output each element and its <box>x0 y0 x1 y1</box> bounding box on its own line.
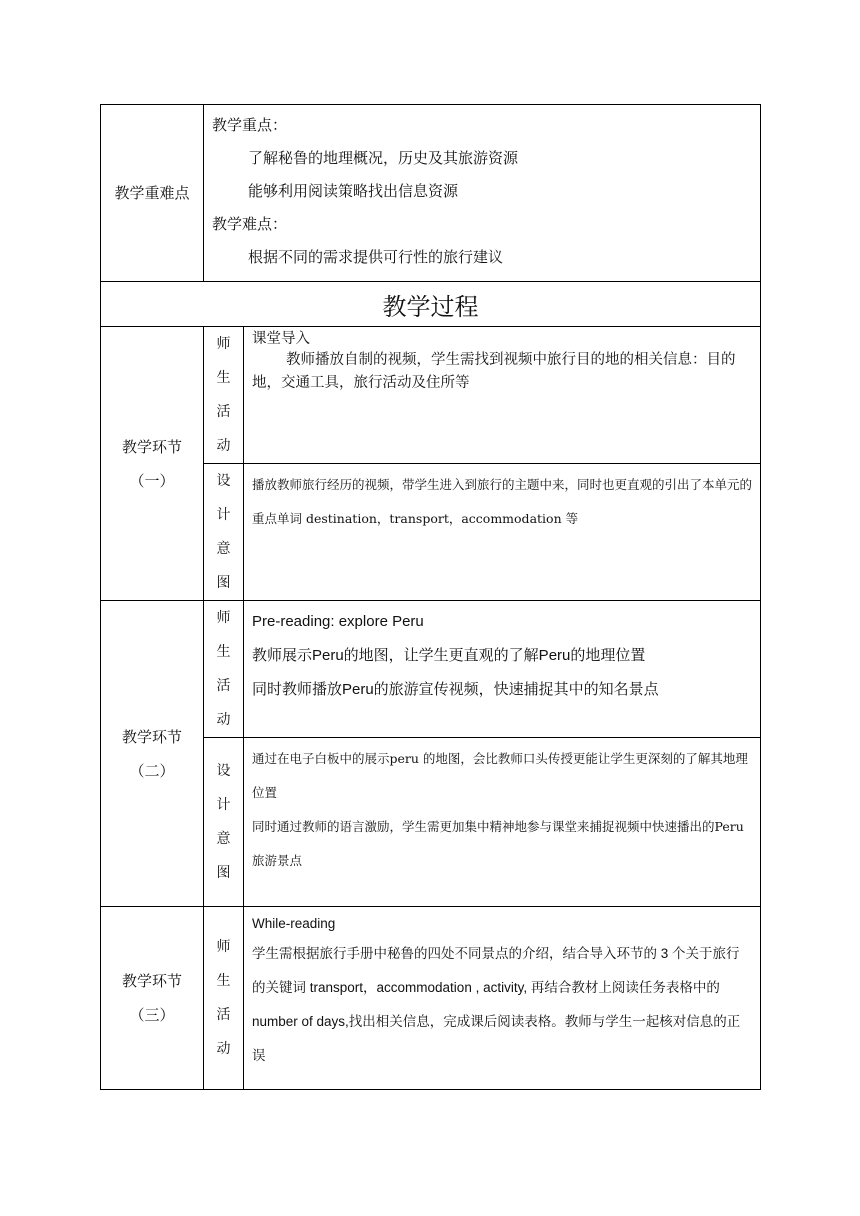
stage-2-design <box>244 738 761 907</box>
design-text: 播放教师旅行经历的视频，带学生进入到旅行的主题中来，同时也更直观的引出了本单元的重点单词 destination，transport，accommodation 等 <box>252 477 753 526</box>
design-text: 同时通过教师的语言激励，学生需更加集中精神地参与课堂来捕捉视频中快速播出的Peru 旅游景点 <box>252 819 744 868</box>
stage-2-activity <box>244 601 761 738</box>
stage-3-activity <box>244 907 761 1090</box>
difficult-points-heading: 教学难点： <box>212 215 288 233</box>
key-points-content <box>204 105 761 282</box>
stage-name: 教学环节 <box>121 437 182 456</box>
stage-2-activity-row <box>101 601 761 738</box>
activity-text: 教师播放自制的视频，学生需找到视频中旅行目的地的相关信息：目的地，交通工具，旅行活动及住所等 <box>252 352 736 391</box>
key-point-item: 了解秘鲁的地理概况，历史及其旅游资源 <box>248 149 519 167</box>
key-points-row <box>101 105 761 282</box>
activity-title: While-reading <box>252 916 336 931</box>
stage-number: （二） <box>129 761 175 780</box>
key-points-label: 教学重难点 <box>101 105 204 282</box>
design-label: 设 计 意 图 <box>204 738 244 907</box>
stage-2-label <box>101 601 204 907</box>
activity-label: 师 生 活 动 <box>204 907 244 1090</box>
stage-name: 教学环节 <box>121 972 182 990</box>
stage-3-activity-row <box>101 907 761 1090</box>
stage-name: 教学环节 <box>121 727 182 746</box>
activity-text: 教师展示Peru的地图，让学生更直观的了解Peru的地理位置 <box>252 647 646 664</box>
design-label: 设 计 意 图 <box>204 464 244 601</box>
stage-1-label <box>101 327 204 601</box>
stage-number: （一） <box>129 471 175 490</box>
stage-1-design <box>244 464 761 601</box>
design-text: 通过在电子白板中的展示peru 的地图，会比教师口头传授更能让学生更深刻的了解其地理位置 <box>252 751 748 800</box>
activity-label: 师 生 活 动 <box>204 601 244 738</box>
activity-text: 学生需根据旅行手册中秘鲁的四处不同景点的介绍，结合导入环节的 3 个关于旅行的关键词 transport，accommodation , activity, 再结合教材上阅读任务表格中的 number of days,找出相关信息，完成课后阅读表格。教师与学生一起核对信息的正误 <box>252 946 741 1063</box>
key-points-heading: 教学重点： <box>212 116 288 134</box>
stage-1-activity <box>244 327 761 464</box>
stage-1-activity-row <box>101 327 761 464</box>
lesson-plan-table <box>100 104 761 1090</box>
key-point-item: 能够利用阅读策略找出信息资源 <box>248 182 459 200</box>
activity-title: Pre-reading: explore Peru <box>252 613 424 630</box>
stage-3-label <box>101 907 204 1090</box>
process-heading-row <box>101 282 761 327</box>
activity-text: 同时教师播放Peru的旅游宣传视频，快速捕捉其中的知名景点 <box>252 681 659 698</box>
stage-number: （三） <box>129 1006 175 1024</box>
difficult-point-item: 根据不同的需求提供可行性的旅行建议 <box>248 248 504 266</box>
activity-label: 师 生 活 动 <box>204 327 244 464</box>
activity-title: 课堂导入 <box>252 331 310 347</box>
process-heading: 教学过程 <box>101 282 761 327</box>
